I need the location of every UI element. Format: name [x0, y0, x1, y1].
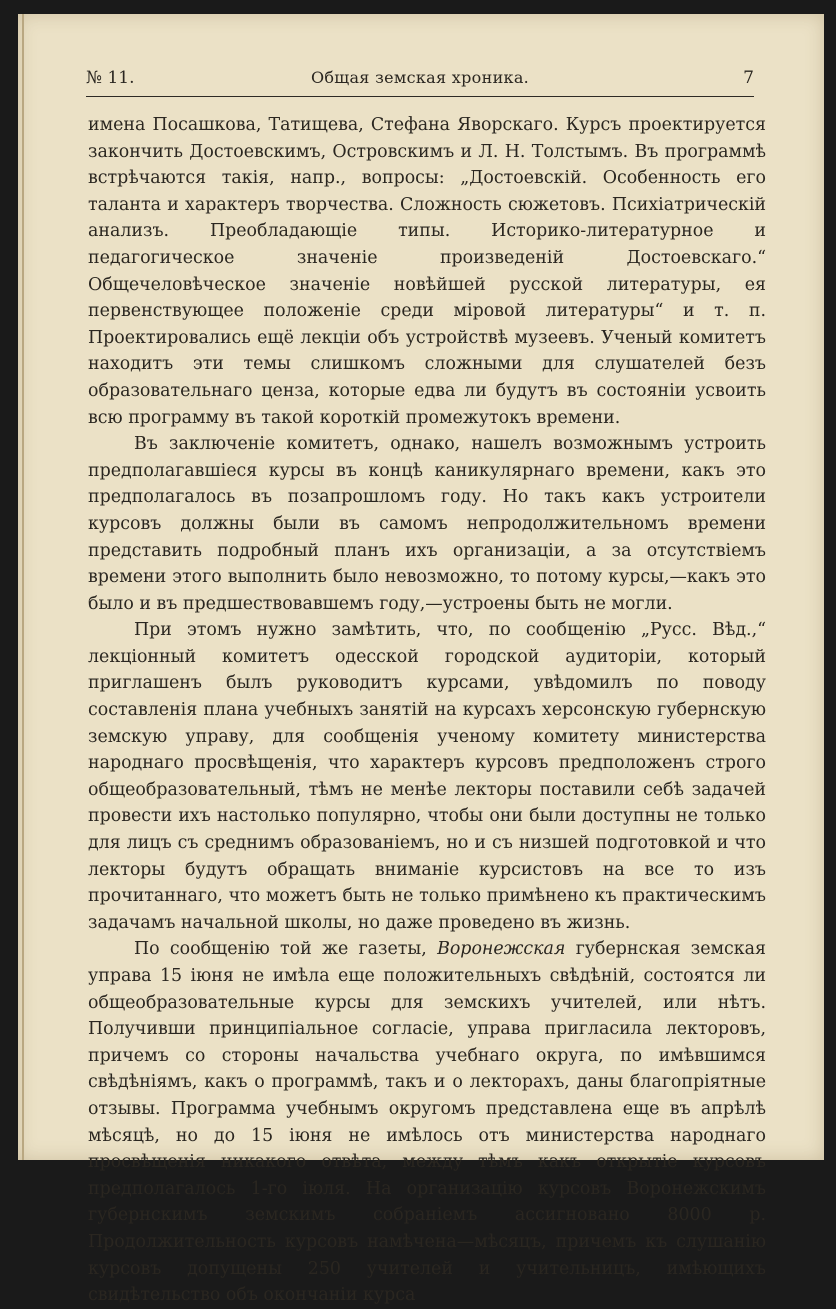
paragraph-3: При этомъ нужно замѣтить, что, по сообщенію „Русс. Вѣд.,“ лекціонный комитетъ одесской городской аудиторіи, который приглашенъ былъ руководитъ курсами, увѣдомилъ по поводу составленія плана учебныхъ занятій на курсахъ херсонскую губернскую земскую управу, для сообщенія ученому комитету министерства народнаго просвѣщенія, что характеръ курсовъ предположенъ строго общеобразовательный, тѣмъ не менѣе лекторы поставили себѣ задачей провести ихъ настолько популярно, чтобы они были доступны не только для лицъ съ среднимъ образованіемъ, но и съ низшей подготовкой и что лекторы будутъ обращать вниманіе курсистовъ на все то изъ прочитаннаго, что можетъ быть не только примѣнено къ практическимъ задачамъ начальной школы, но даже проведено въ жизнь. [88, 620, 766, 933]
paragraph-4-italic: Воронежская [437, 939, 566, 960]
running-header [86, 68, 754, 97]
paragraph-4-rest: губернская земская управа 15 іюня не имѣла еще положительныхъ свѣдѣній, состоятся ли общеобразовательные курсы для земскихъ учителей, или нѣтъ. Получивши принципіальное согласіе, управа пригласила лекторовъ, причемъ со стороны начальства учебнаго округа, по имѣвшимся свѣдѣніямъ, какъ о программѣ, такъ и о лекторахъ, даны благопріятные отзывы. Программа учебнымъ округомъ представлена еще въ апрѣлѣ мѣсяцѣ, но до 15 іюня не имѣлось отъ министерства народнаго просвѣщенія никакого отвѣта, между тѣмъ какъ открытіе курсовъ предполагалось 1-го іюля. На организацію курсовъ Воронежскимъ губернскимъ земскимъ собраніемъ ассигновано 8000 р. Продолжительность курсовъ намѣчена—мѣсяцъ, причемъ къ слушанію курсовъ допущены 250 учителей и учительницъ, имѣющихъ свидѣтельство объ окончаніи курса [88, 939, 766, 1306]
issue-number: № 11. [86, 68, 135, 88]
paragraph-2: Въ заключеніе комитетъ, однако, нашелъ возможнымъ устроить предполагавшіеся курсы въ концѣ каникулярнаго времени, какъ это предполагалось въ позапрошломъ году. Но такъ какъ устроители курсовъ должны были въ самомъ непродолжительномъ времени представить подробный планъ ихъ организаціи, а за отсутствіемъ времени этого выполнить было невозможно, то потому курсы,—какъ это было и въ предшествовавшемъ году,—устроены быть не могли. [88, 434, 766, 614]
page-number: 7 [743, 68, 754, 88]
paragraph-4-lead: По сообщенію той же газеты, [134, 939, 438, 960]
paragraph-4 [88, 936, 766, 1308]
article-body [88, 112, 766, 1309]
paragraph-1: имена Посашкова, Татищева, Стефана Яворскаго. Курсъ проектируется закончить Достоевскимъ, Островскимъ и Л. Н. Толстымъ. Въ программѣ встрѣчаются такія, напр., вопросы: „Достоевскій. Особенность его таланта и характеръ творчества. Сложность сюжетовъ. Психіатрическій анализъ. Преобладающіе типы. Историко-литературное и педагогическое значеніе произведеній Достоевскаго.“ Общечеловѣческое значеніе новѣйшей русской литературы, ея первенствующее положеніе среди міровой литературы“ и т. п. Проектировались ещё лекціи объ устройствѣ музеевъ. Ученый комитетъ находитъ эти темы слишкомъ сложными для слушателей безъ образовательнаго ценза, которые едва ли будутъ въ состояніи усвоить всю программу въ такой короткій промежутокъ времени. [88, 115, 766, 428]
section-title: Общая земская хроника. [310, 68, 530, 87]
binding-edge [22, 14, 24, 1160]
